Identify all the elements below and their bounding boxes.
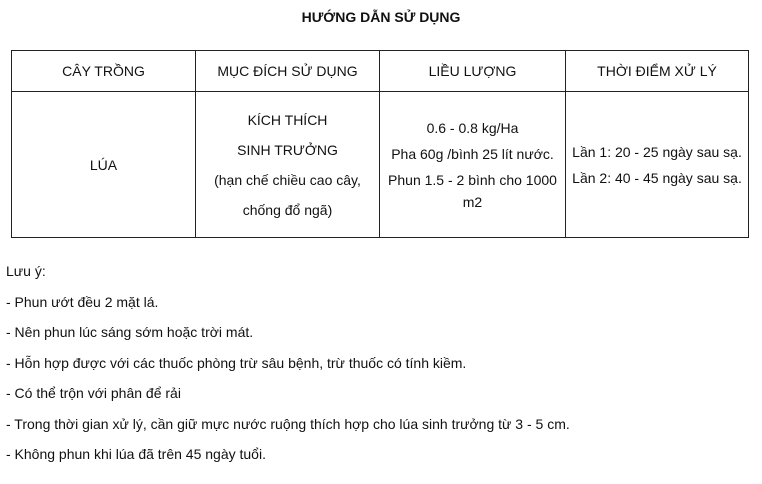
page-title: HƯỚNG DẪN SỬ DỤNG xyxy=(301,9,461,25)
timing-line: Lần 1: 20 - 25 ngày sau sạ. xyxy=(572,143,742,160)
table-header-row xyxy=(12,51,749,92)
header-crop: CÂY TRỒNG xyxy=(12,51,196,92)
note-item: - Có thể trộn với phân để rải xyxy=(6,385,181,401)
dosage-line: 0.6 - 0.8 kg/Ha xyxy=(426,119,519,136)
header-timing: THỜI ĐIỂM XỬ LÝ xyxy=(566,51,749,92)
cell-crop xyxy=(12,92,196,238)
dosage-line: Phun 1.5 - 2 bình cho 1000 m2 xyxy=(388,171,557,210)
cell-dosage xyxy=(380,92,566,238)
purpose-line: chống đổ ngã) xyxy=(242,201,333,218)
note-item: - Không phun khi lúa đã trên 45 ngày tuổi. xyxy=(6,446,266,462)
note-item: - Hỗn hợp được với các thuốc phòng trừ sâu bệnh, trừ thuốc có tính kiềm. xyxy=(6,354,467,371)
header-purpose: MỤC ĐÍCH SỬ DỤNG xyxy=(196,51,380,92)
timing-line: Lần 2: 40 - 45 ngày sau sạ. xyxy=(572,169,742,186)
purpose-line: SINH TRƯỞNG xyxy=(237,141,338,158)
cell-purpose xyxy=(196,92,380,238)
purpose-line: KÍCH THÍCH xyxy=(247,111,328,128)
table-row xyxy=(12,92,749,238)
crop-name: LÚA xyxy=(89,156,118,173)
purpose-line: (hạn chế chiều cao cây, xyxy=(214,171,361,188)
cell-timing xyxy=(566,92,749,238)
note-item: - Phun ướt đều 2 mặt lá. xyxy=(6,293,159,310)
usage-table xyxy=(11,50,749,238)
notes-section xyxy=(6,262,756,476)
note-item: - Nên phun lúc sáng sớm hoặc trời mát. xyxy=(6,324,254,340)
notes-heading: Lưu ý: xyxy=(6,263,46,279)
note-item: - Trong thời gian xử lý, cần giữ mực nước ruộng thích hợp cho lúa sinh trưởng từ 3 - 5 cm. xyxy=(6,415,570,432)
header-dosage: LIỀU LƯỢNG xyxy=(380,51,566,92)
dosage-line: Pha 60g /bình 25 lít nước. xyxy=(391,145,554,162)
